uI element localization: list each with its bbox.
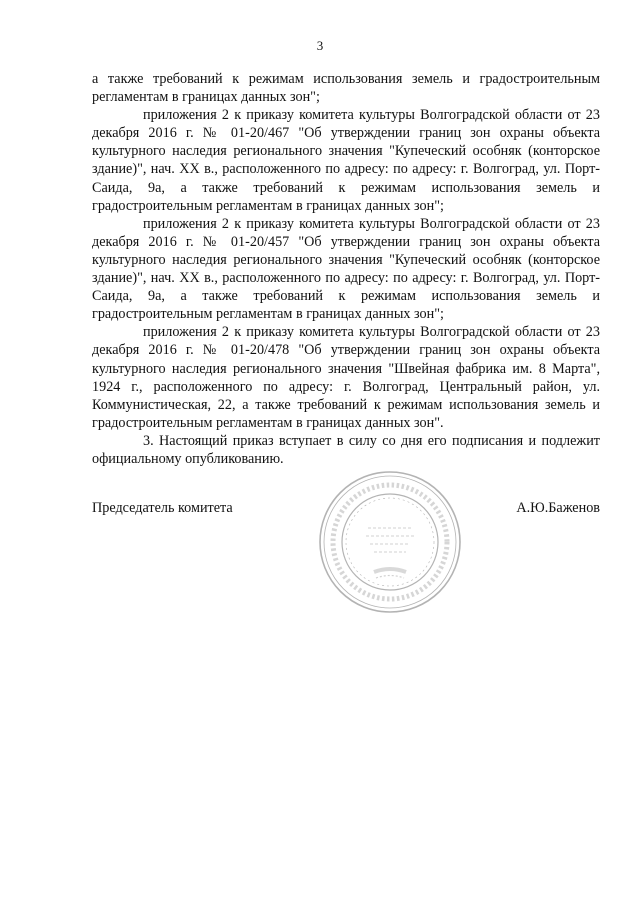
official-seal-stamp xyxy=(316,468,464,616)
paragraph: приложения 2 к приказу комитета культуры Волгоградской области от 23 декабря 2016 г. № 01-20/467 "Об утверждении границ зон охраны объекта культурного наследия регионального значения "Купеческий особняк (конторское здание)", нач. XX в., расположенного по адресу: по адресу: г. Волгоград, ул. Порт-Саида, 9а, а также требований к режимам использования земель и градостроительным регламентам в границах данных зон"; xyxy=(92,107,600,214)
paragraph: приложения 2 к приказу комитета культуры Волгоградской области от 23 декабря 2016 г. № 01-20/478 "Об утверждении границ зон охраны объекта культурного наследия регионального значения "Швейная фабрика им. 8 Марта", 1924 г., расположенного по адресу: г. Волгоград, Центральный район, ул. Коммунистическая, 22, а также требований к режимам использования земель и градостроительным регламентам в границах данных зон". xyxy=(92,324,600,431)
signatory-title: Председатель комитета xyxy=(92,500,233,516)
paragraph: приложения 2 к приказу комитета культуры Волгоградской области от 23 декабря 2016 г. № 01-20/457 "Об утверждении границ зон охраны объекта культурного наследия регионального значения "Купеческий особняк (конторское здание)", нач. XX в., расположенного по адресу: по адресу: г. Волгоград, ул. Порт-Саида, 9а, а также требований к режимам использования земель и градостроительным регламентам в границах данных зон"; xyxy=(92,215,600,323)
paragraph: а также требований к режимам использования земель и градостроительным регламентам в границах данных зон"; xyxy=(92,71,600,106)
page-number: 3 xyxy=(316,38,324,53)
signatory-name: А.Ю.Баженов xyxy=(516,500,600,516)
document-body xyxy=(92,70,600,468)
paragraph: 3. Настоящий приказ вступает в силу со дня его подписания и подлежит официальному опубликованию. xyxy=(92,432,600,467)
